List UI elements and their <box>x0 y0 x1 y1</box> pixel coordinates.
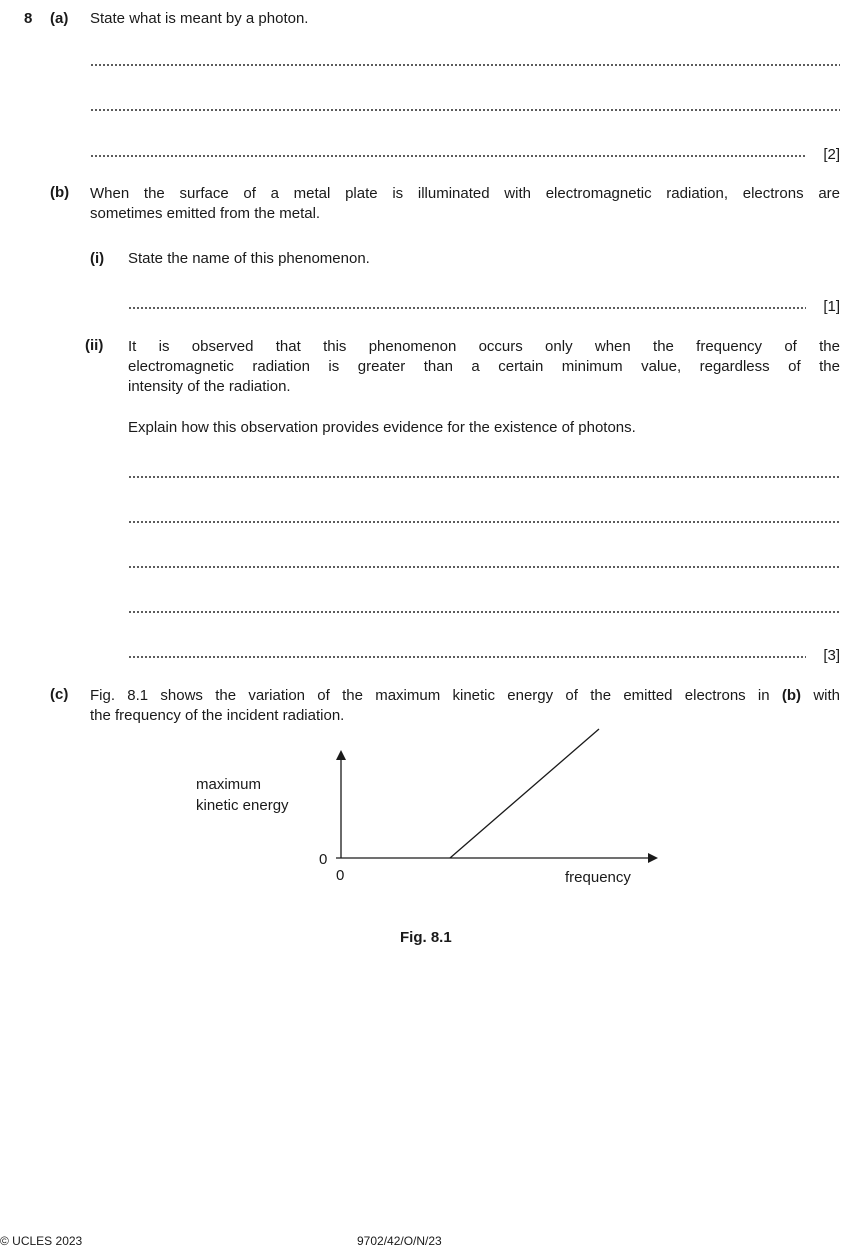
sub-ii-label: (ii) <box>85 337 104 354</box>
sub-ii-line2: electromagnetic radiation is greater than a certain minimum value, regardless of the <box>128 358 840 375</box>
marks-ii: [3] <box>819 647 840 664</box>
y-origin-label: 0 <box>319 851 328 868</box>
part-c-label: (c) <box>50 686 69 703</box>
y-axis-label-line1: maximum <box>196 776 262 793</box>
sub-ii-line3: intensity of the radiation. <box>128 378 291 395</box>
figure-caption: Fig. 8.1 <box>400 929 452 946</box>
part-c-line1-post: with <box>801 687 840 704</box>
marks-i: [1] <box>819 298 840 315</box>
part-b-line2: sometimes emitted from the metal. <box>90 205 321 222</box>
question-number: 8 <box>24 10 33 27</box>
sub-i-label: (i) <box>90 250 105 267</box>
sub-i-question: State the name of this phenomenon. <box>128 250 370 267</box>
part-c-line2: the frequency of the incident radiation. <box>90 707 345 724</box>
part-c-line1-ref: (b) <box>781 687 802 704</box>
x-axis-label: frequency <box>565 869 631 886</box>
part-b-line1: When the surface of a metal plate is illuminated with electromagnetic radiation, electrons are <box>90 185 840 202</box>
part-a-label: (a) <box>50 10 69 27</box>
sub-ii-line1: It is observed that this phenomenon occurs only when the frequency of the <box>128 338 840 355</box>
kinetic-energy-line <box>450 729 599 858</box>
footer-paper-code: 9702/42/O/N/23 <box>357 1234 442 1248</box>
sub-ii-prompt: Explain how this observation provides evidence for the existence of photons. <box>128 419 636 436</box>
marks-a: [2] <box>819 146 840 163</box>
part-c-line1-pre: Fig. 8.1 shows the variation of the maximum kinetic energy of the emitted electrons in <box>90 687 782 704</box>
part-a-question: State what is meant by a photon. <box>90 10 309 27</box>
footer-copyright: © UCLES 2023 <box>0 1234 83 1248</box>
part-b-label: (b) <box>50 184 70 201</box>
y-axis-label-line2: kinetic energy <box>196 797 289 814</box>
x-origin-label: 0 <box>336 867 345 884</box>
